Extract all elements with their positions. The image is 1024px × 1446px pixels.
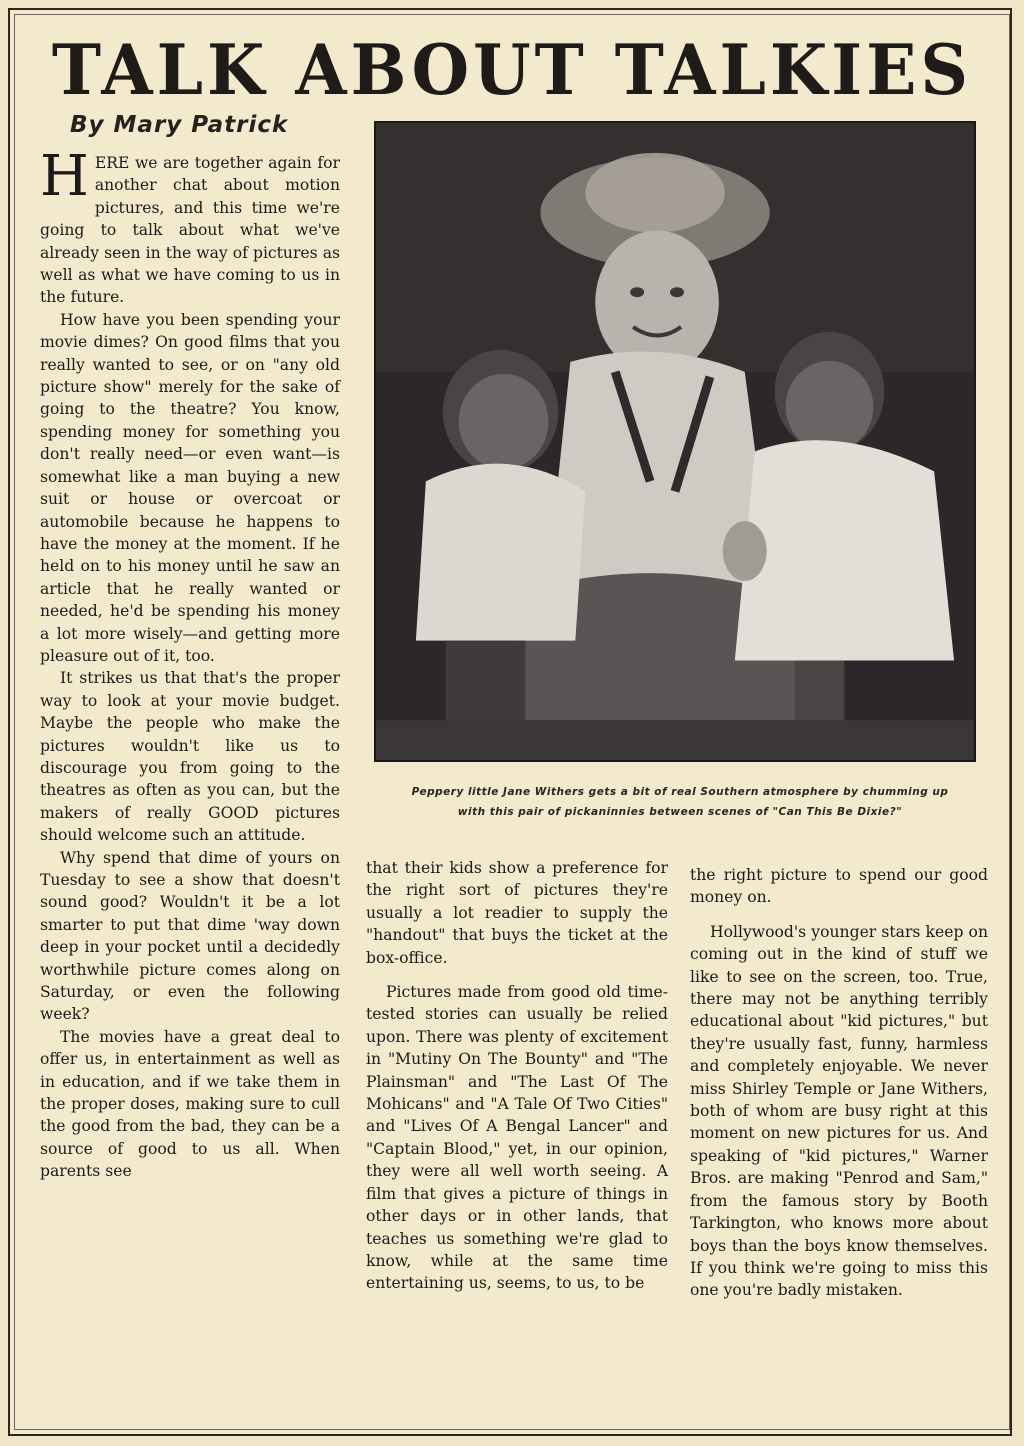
drop-cap: H xyxy=(40,144,89,209)
paragraph: How have you been spending your movie dimes? On good films that you really wanted to see, or on "any old picture show" merely for the sake of going to the theatre? You know, spending money for something you don't really need—or even want—is somewhat like a man buying a new suit or house or overcoat or automobile because he happens to have the money at the moment. If he held on to his money until he saw an article that he really wanted or needed, he'd be spending his money a lot more wisely—and getting more pleasure out of it, too. xyxy=(40,310,340,665)
column-3 xyxy=(690,864,988,1404)
column-2 xyxy=(366,857,668,1402)
opening-text: ERE we are together again for another chat about motion pictures, and this time we're going to talk about what we've already seen in the way of pictures as well as what we have coming to us in the future. xyxy=(40,154,340,307)
photo-caption: Peppery little Jane Withers gets a bit of real Southern atmosphere by chumming up with this pair of pickaninnies between scenes of "Can This Be Dixie?" xyxy=(411,786,949,818)
paragraph: Hollywood's younger stars keep on coming out in the kind of stuff we like to see on the screen, too. True, there may not be anything terribly educational about "kid pictures," but they're usually fast, funny, harmless and completely enjoyable. We never miss Shirley Temple or Jane Withers, both of whom are busy right at this moment on new pictures for us. And speaking of "kid pictures," Warner Bros. are making "Penrod and Sam," from the famous story by Booth Tarkington, who knows more about boys than the boys know themselves. If you think we're going to miss this one you're badly mistaken. xyxy=(690,922,988,1300)
paragraph: It strikes us that that's the proper way to look at your movie budget. Maybe the people who make the pictures wouldn't like us to discourage you from going to the theatres as often as you can, but the makers of really GOOD pictures should welcome such an attitude. xyxy=(40,669,340,845)
paragraph-continuation: that their kids show a preference for the right sort of pictures they're usually a lot readier to supply the "handout" that buys the ticket at the box-office. xyxy=(366,859,668,967)
article-title: TALK ABOUT TALKIES xyxy=(51,29,973,111)
paragraph: The movies have a great deal to offer us, in entertainment as well as in education, and if we take them in the proper doses, making sure to cull the good from the bad, they can be a source of good to us all. When parents see xyxy=(40,1027,340,1181)
paragraph-continuation: the right picture to spend our good money on. xyxy=(690,866,988,907)
paragraph: Why spend that dime of yours on Tuesday to see a show that doesn't sound good? Wouldn't it be a lot smarter to put that dime 'way down deep in your pocket until a decidedly worthwhile picture comes along on Saturday, or even the following week? xyxy=(40,848,340,1024)
photo-illustration xyxy=(376,123,974,760)
column-1 xyxy=(40,144,340,1402)
article-photo xyxy=(374,121,976,762)
opening-paragraph xyxy=(40,144,340,309)
byline: By Mary Patrick xyxy=(70,112,289,138)
paragraph: Pictures made from good old time-tested stories can usually be relied upon. There was plenty of excitement in "Mutiny On The Bounty" and "The Plainsman" and "The Last Of The Mohicans" and "A Tale Of Two Cities" and "Lives Of A Bengal Lancer" and "Captain Blood," yet, in our opinion, they were all well worth seeing. A film that gives a picture of things in other days or in other lands, that teaches us something we're glad to know, while at the same time entertaining us, seems, to us, to be xyxy=(366,983,668,1293)
